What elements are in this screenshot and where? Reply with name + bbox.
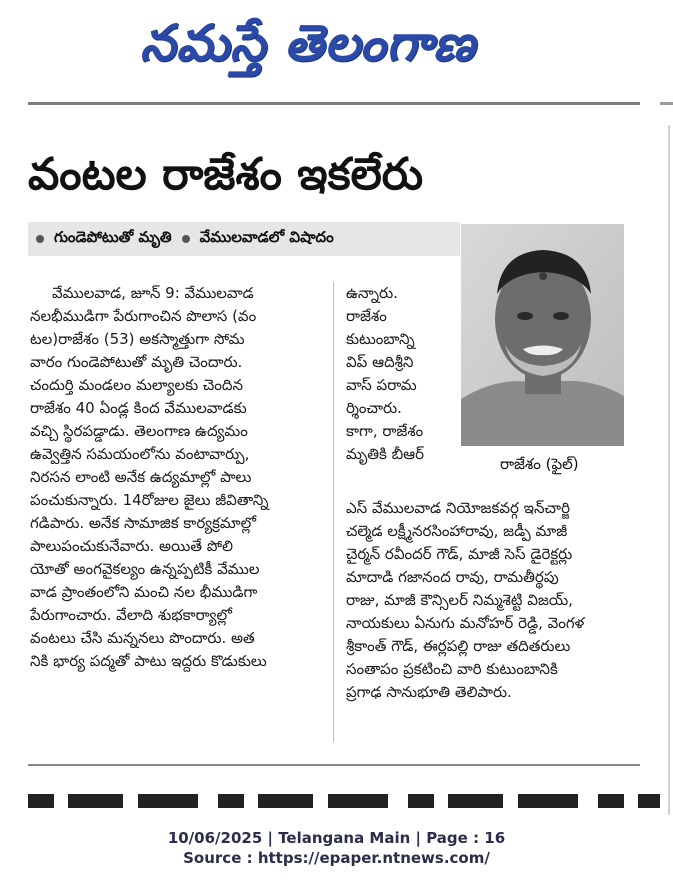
text-line: చందుర్తి మండలం మల్యాలకు చెందిన (30, 376, 244, 394)
text-line: వాస్ పరామ (346, 376, 417, 394)
text-line: పాలుపంచుకునేవారు. అయితే పోలి (30, 537, 234, 555)
masthead-logo: నమస్తే తెలంగాణ (140, 14, 476, 72)
text-line: ర్శించారు. (346, 399, 402, 417)
subheading-item (36, 228, 172, 250)
article-headline: వంటల రాజేశం ఇకలేరు (28, 149, 424, 200)
right-column-divider (668, 125, 670, 815)
footer-source-line: Source : https://epaper.ntnews.com/ (183, 849, 490, 867)
portrait-photo (461, 224, 624, 446)
text-line: యోతో అంగవైకల్యం ఉన్నప్పటికీ వేముల (30, 560, 260, 578)
text-line: మృతికి బీఆర్ (346, 445, 425, 463)
text-line: నిరసన లాంటి అనేక ఉద్యమాల్లో పాలు (30, 468, 252, 486)
text-line: చల్మెడ లక్ష్మీనరసింహారావు, జడ్పీ మాజీ (346, 522, 568, 540)
article-bottom-rule (28, 764, 640, 766)
text-line: శ్రీకాంత్ గౌడ్, ఈర్లపల్లి రాజు తదితరులు (346, 637, 571, 655)
page-footer (0, 828, 673, 868)
portrait-image (461, 224, 624, 446)
text-line: టల)రాజేశం (53) అకస్మాత్తుగా సోమ (30, 330, 245, 348)
column-divider (333, 282, 334, 742)
bullet-icon (182, 235, 190, 243)
text-line: ఉన్నారు. (346, 284, 398, 302)
text-line: ఉవ్వెత్తిన సమయంలోను వంటావార్పు, (30, 445, 250, 463)
bullet-icon (36, 235, 44, 243)
cropped-headline-strokes (28, 794, 660, 808)
text-line: పేరుగాంచారు. వేలాది శుభకార్యాల్లో (30, 606, 232, 624)
subheading-item (182, 228, 334, 250)
article-column-3 (346, 497, 636, 704)
text-line: రాజేశం 40 ఏండ్ల కింద వేములవాడకు (30, 399, 247, 417)
text-line: వంటలు చేసి మన్ననలు పొందారు. అత (30, 629, 255, 647)
footer-date-line: 10/06/2025 | Telangana Main | Page : 16 (167, 829, 506, 847)
photo-caption: రాజేశం (ఫైల్) (500, 455, 579, 473)
text-line: విప్ ఆదిశ్రీని (346, 353, 414, 371)
article-column-2 (346, 282, 446, 466)
text-line: మాదాడి గజానంద రావు, రామతీర్థపు (346, 568, 559, 586)
text-line: ప్రగాఢ సానుభూతి తెలిపారు. (346, 683, 512, 701)
header-rule-end (660, 102, 673, 105)
subheading-text: గుండెపోటుతో మృతి (54, 228, 172, 246)
text-line: నికి భార్య పద్మతో పాటు ఇద్దరు కొడుకులు (30, 652, 267, 670)
text-line: కుటుంబాన్ని (346, 330, 415, 348)
text-line: వారం గుండెపోటుతో మృతి చెందారు. (30, 353, 243, 371)
text-line: గడిపారు. అనేక సామాజిక కార్యక్రమాల్లో (30, 514, 257, 532)
text-line: వాడ ప్రాంతంలోని మంచి నల భీముడిగా (30, 583, 258, 601)
text-line: కాగా, రాజేశం (346, 422, 424, 440)
text-line: రాజేశం (346, 307, 387, 325)
article-column-1 (30, 282, 320, 673)
text-line: వేములవాడ, జూన్ 9: వేములవాడ (52, 284, 254, 302)
text-line: రాజు, మాజీ కౌన్సిలర్ నిమ్మశెట్టి విజయ్, (346, 591, 573, 609)
subheading-text: వేములవాడలో విషాదం (199, 228, 334, 246)
text-line: నాయకులు ఏనుగు మనోహర్ రెడ్డి, వెంగళ (346, 614, 585, 632)
text-line: నలభీముడిగా పేరుగాంచిన పొలాస (వం (30, 307, 257, 325)
header-rule (28, 102, 640, 105)
text-line: వచ్చి స్థిరపడ్డాడు. తెలంగాణ ఉద్యమం (30, 422, 248, 440)
text-line: చైర్మన్ రవీందర్ గౌడ్, మాజీ సెస్ డైరెక్టర్లు (346, 545, 573, 563)
subheading-bar (28, 222, 460, 256)
next-article-headline-fragment (28, 776, 660, 812)
text-line: ఎస్ వేములవాడ నియోజకవర్గ ఇన్‌చార్జి (346, 499, 570, 517)
text-line: సంతాపం ప్రకటించి వారి కుటుంబానికి (346, 660, 558, 678)
text-line: పంచుకున్నారు. 14రోజుల జైలు జీవితాన్ని (30, 491, 269, 509)
